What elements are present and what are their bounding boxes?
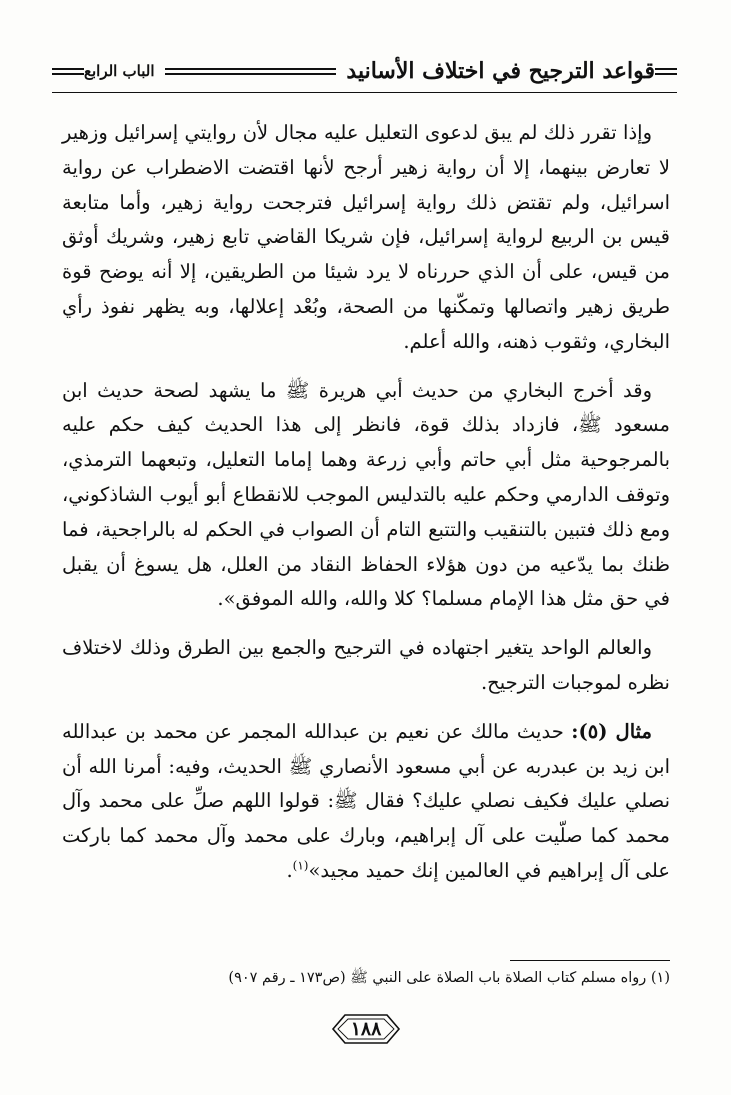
footnote-ref[interactable]: (١) — [292, 858, 309, 873]
header-rule-left — [52, 68, 84, 75]
header-rule-middle — [165, 68, 337, 75]
example-label: مثال (٥): — [571, 719, 652, 743]
chapter-title: الباب الرابع — [84, 62, 155, 80]
page-number-ornament — [329, 1011, 403, 1047]
footnote-separator — [510, 960, 670, 961]
example-text: حديث مالك عن نعيم بن عبدالله المجمر عن محمد بن عبدالله ابن زيد بن عبدربه عن أبي مسعود الأنصاري ﷺ الحديث، وفيه: أمرنا الله أن نصلي عليك فكيف نصلي عليك؟ فقال ﷺ: قولوا اللهم صلِّ على محمد وآل محمد كما صلّيت على آل إبراهيم، وبارك على محمد وآل محمد كما باركت على آل إبراهيم في العالمين إنك حميد مجيد» — [62, 719, 670, 882]
page-number: ١٨٨ — [350, 1018, 382, 1040]
paragraph-3: والعالم الواحد يتغير اجتهاده في الترجيح والجمع بين الطرق وذلك لاختلاف نظره لموجبات الترجيح. — [62, 636, 670, 694]
paragraph-4 — [62, 715, 670, 889]
example-end: . — [286, 858, 293, 882]
paragraph-1: وإذا تقرر ذلك لم يبق لدعوى التعليل عليه مجال لأن روايتي إسرائيل وزهير لا تعارض بينهما، إلا أن رواية زهير أرجح لأنها اقتضت الاضطراب عن رواية اسرائيل، ولم تقتض ذلك رواية إسرائيل فترجحت رواية زهير، وأما متابعة قيس بن الربيع لرواية إسرائيل، فإن شريكا القاضي تابع زهير، وشريك أوثق من قيس، على أن الذي حررناه لا يرد شيئا من الطريقين، إلا أنه يوضح قوة طريق زهير واتصالها وتمكّنها من الصحة، وبُعْد إعلالها، وبه يظهر نفوذ رأي البخاري، وثقوب ذهنه، والله أعلم. — [62, 121, 670, 353]
book-title: قواعد الترجيح في اختلاف الأسانيد — [346, 58, 655, 84]
running-header — [52, 52, 677, 90]
header-underline — [52, 92, 677, 93]
paragraph-2: وقد أخرج البخاري من حديث أبي هريرة ﷺ ما يشهد لصحة حديث ابن مسعود ﷺ، فازداد بذلك قوة، فانظر إلى هذا الحديث كيف حكم عليه بالمرجوحية مثل أبي حاتم وأبي زرعة وهما إماما التعليل، وتبعهما الترمذي، وتوقف الدارمي وحكم عليه بالتدليس الموجب للانقطاع أبو أيوب الشاذكوني، ومع ذلك فتبين بالتنقيب والتتبع التام أن الصواب في الحكم له بالراجحية، فما ظنك بما يدّعيه من دون هؤلاء الحفاظ النقاد من العلل، هل يسوغ أن يقبل في حق مثل هذا الإمام مسلما؟ كلا والله، والله الموفق». — [62, 378, 670, 611]
main-text — [62, 116, 670, 889]
footnote: (١) رواه مسلم كتاب الصلاة باب الصلاة على النبي ﷺ (ص١٧٣ ـ رقم ٩٠٧) — [228, 970, 670, 986]
header-rule-right — [655, 68, 677, 75]
